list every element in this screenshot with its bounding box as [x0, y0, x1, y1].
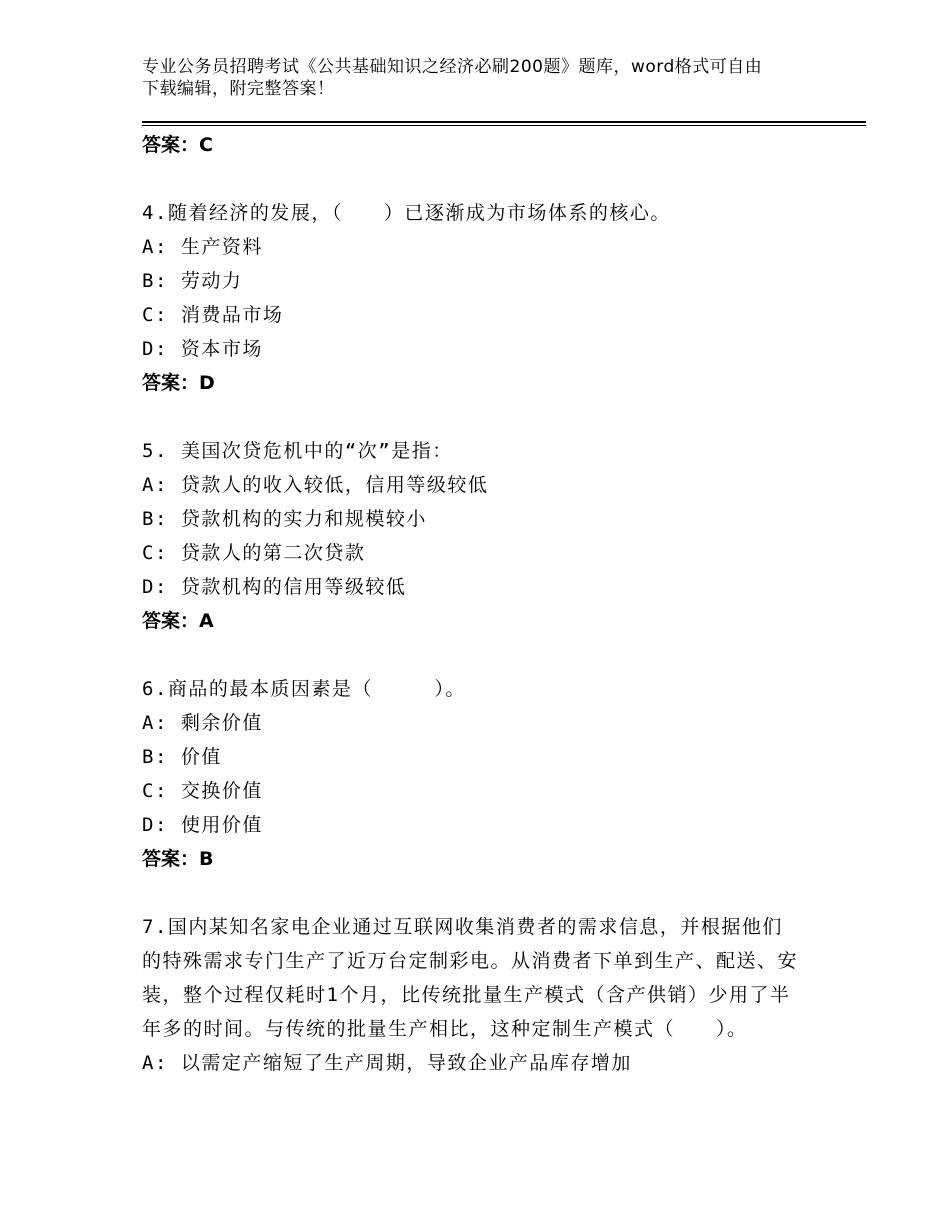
option-a: A: 生产资料: [142, 236, 263, 258]
question-5: [142, 434, 842, 638]
answer-q3: 答案：C: [142, 134, 213, 156]
answer: 答案：D: [142, 372, 215, 394]
question-4: [142, 196, 842, 400]
question-6: [142, 672, 842, 876]
answer: 答案：B: [142, 848, 214, 870]
question-stem: 4.随着经济的发展，（ ）已逐渐成为市场体系的核心。: [142, 202, 671, 224]
header-rule-thin: [142, 125, 866, 126]
option-c: C: 交换价值: [142, 780, 263, 802]
option-d: D: 使用价值: [142, 814, 263, 836]
header-rule-thick: [142, 121, 866, 123]
question-7: [142, 910, 842, 1080]
question-list: [142, 128, 842, 1080]
option-c: C: 消费品市场: [142, 304, 284, 326]
answer: 答案：A: [142, 610, 214, 632]
option-b: B: 劳动力: [142, 270, 243, 292]
option-b: B: 贷款机构的实力和规模较小: [142, 508, 427, 530]
question-stem: 6.商品的最本质因素是（ ）。: [142, 678, 466, 700]
option-a: A: 剩余价值: [142, 712, 263, 734]
option-c: C: 贷款人的第二次贷款: [142, 542, 366, 564]
question-stem: 5. 美国次贷危机中的“次”是指：: [142, 440, 453, 462]
header-line-2: 下载编辑，附完整答案！: [142, 79, 335, 99]
option-d: D: 资本市场: [142, 338, 263, 360]
document-header: [142, 56, 822, 100]
option-d: D: 贷款机构的信用等级较低: [142, 576, 407, 598]
header-line-1: 专业公务员招聘考试《公共基础知识之经济必刷200题》题库，word格式可自由: [142, 57, 763, 77]
option-b: B: 价值: [142, 746, 222, 768]
option-a: A: 以需定产缩短了生产周期，导致企业产品库存增加: [142, 1052, 632, 1074]
question-stem: 7.国内某知名家电企业通过互联网收集消费者的需求信息，并根据他们的特殊需求专门生产了近万台定制彩电。从消费者下单到生产、配送、安装，整个过程仅耗时1个月，比传统批量生产模式（含产供销）少用了半年多的时间。与传统的批量生产相比，这种定制生产模式（ ）。: [142, 916, 799, 1040]
option-a: A: 贷款人的收入较低，信用等级较低: [142, 474, 489, 496]
